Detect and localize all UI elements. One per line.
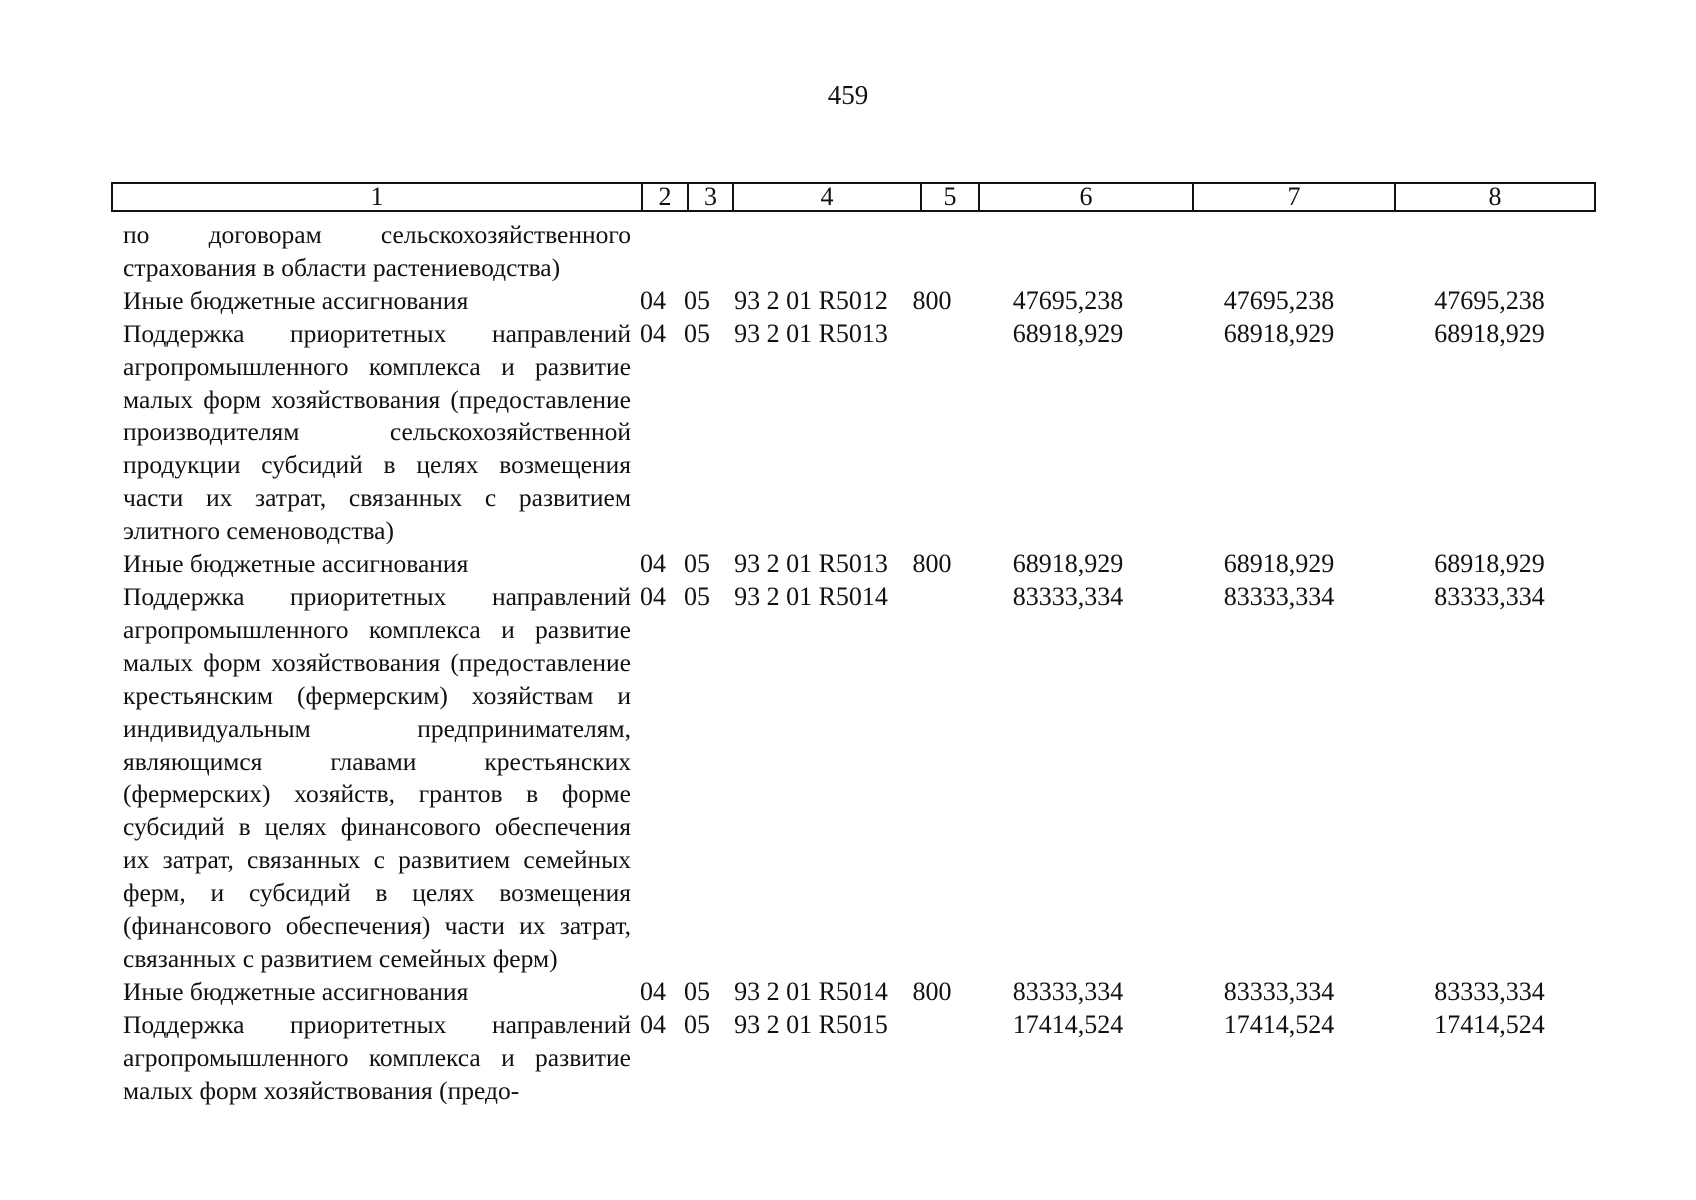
row-amount-col-6: 68918,929 — [1012, 549, 1124, 579]
row-name: по договорам сельскохозяйственного страхования в области растениеводства) — [123, 220, 631, 282]
row-subsection: 05 — [684, 976, 710, 1006]
row-target-code: 93 2 01 R5014 — [734, 976, 888, 1006]
page-number: 459 — [827, 80, 869, 110]
row-amount-col-6: 83333,334 — [1012, 581, 1124, 611]
row-target-code: 93 2 01 R5012 — [734, 285, 888, 315]
table-row — [111, 548, 1596, 581]
row-subsection: 05 — [684, 549, 710, 579]
row-amount-col-7: 17414,524 — [1223, 1009, 1335, 1039]
row-subsection: 05 — [684, 1009, 710, 1039]
table-row — [111, 219, 1596, 285]
row-target-code: 93 2 01 R5013 — [734, 318, 888, 348]
row-amount-col-7: 68918,929 — [1223, 549, 1335, 579]
table-row — [111, 1009, 1596, 1108]
row-expense-type: 800 — [912, 976, 952, 1006]
header-col-7: 7 — [1194, 184, 1396, 210]
row-target-code: 93 2 01 R5015 — [734, 1009, 888, 1039]
row-name: Поддержка приоритетных направлений агропромышленного комплекса и развитие малых форм хозяйствования (предоставление крестьянским (фермерским) хозяйствам и индивидуальным предпринимателям, являющимся главами крестьянских (фермерских) хозяйств, грантов в форме субсидий в целях финансового обеспечения их затрат, связанных с развитием семейных ферм, и субсидий в целях возмещения (финансового обеспечения) части их затрат, связанных с развитием семейных ферм) — [123, 581, 631, 973]
header-col-5: 5 — [922, 184, 980, 210]
header-col-4: 4 — [734, 184, 922, 210]
table-row — [111, 581, 1596, 976]
table-header — [111, 182, 1596, 212]
row-amount-col-7: 83333,334 — [1223, 976, 1335, 1006]
table-row — [111, 318, 1596, 548]
header-col-8: 8 — [1488, 182, 1502, 211]
row-subsection: 05 — [684, 318, 710, 348]
row-name: Поддержка приоритетных направлений агропромышленного комплекса и развитие малых форм хозяйствования (предоставление производителям сельскохозяйственной продукции субсидий в целях возмещения части их затрат, связанных с развитием элитного семеноводства) — [123, 318, 631, 546]
row-amount-col-8: 68918,929 — [1434, 549, 1545, 579]
header-col-2: 2 — [643, 184, 689, 210]
row-name: Иные бюджетные ассигнования — [123, 285, 469, 315]
row-amount-col-6: 17414,524 — [1012, 1009, 1124, 1039]
row-amount-col-7: 47695,238 — [1223, 285, 1335, 315]
row-name: Иные бюджетные ассигнования — [123, 549, 469, 579]
row-amount-col-8: 83333,334 — [1434, 581, 1545, 611]
table-row — [111, 285, 1596, 318]
row-amount-col-8: 68918,929 — [1434, 318, 1545, 348]
row-name: Поддержка приоритетных направлений агропромышленного комплекса и развитие малых форм хозяйствования (предо- — [123, 1009, 631, 1105]
header-col-3: 3 — [689, 184, 734, 210]
row-section: 04 — [640, 549, 666, 579]
row-amount-col-8: 17414,524 — [1434, 1009, 1545, 1039]
row-subsection: 05 — [684, 285, 710, 315]
row-section: 04 — [640, 1009, 666, 1039]
header-col-1: 1 — [113, 184, 643, 210]
row-section: 04 — [640, 581, 666, 611]
table-row — [111, 976, 1596, 1009]
row-amount-col-6: 47695,238 — [1012, 285, 1124, 315]
row-subsection: 05 — [684, 581, 710, 611]
row-target-code: 93 2 01 R5013 — [734, 549, 888, 579]
header-col-6: 6 — [980, 184, 1194, 210]
row-amount-col-8: 83333,334 — [1434, 976, 1545, 1006]
row-section: 04 — [640, 318, 666, 348]
row-section: 04 — [640, 976, 666, 1006]
row-amount-col-7: 68918,929 — [1223, 318, 1335, 348]
row-section: 04 — [640, 285, 666, 315]
table-body — [111, 219, 1596, 1107]
row-name: Иные бюджетные ассигнования — [123, 976, 469, 1006]
row-expense-type: 800 — [912, 285, 952, 315]
row-amount-col-7: 83333,334 — [1223, 581, 1335, 611]
row-expense-type: 800 — [912, 549, 952, 579]
row-amount-col-6: 83333,334 — [1012, 976, 1124, 1006]
row-amount-col-6: 68918,929 — [1012, 318, 1124, 348]
row-amount-col-8: 47695,238 — [1434, 285, 1545, 315]
row-target-code: 93 2 01 R5014 — [734, 581, 888, 611]
